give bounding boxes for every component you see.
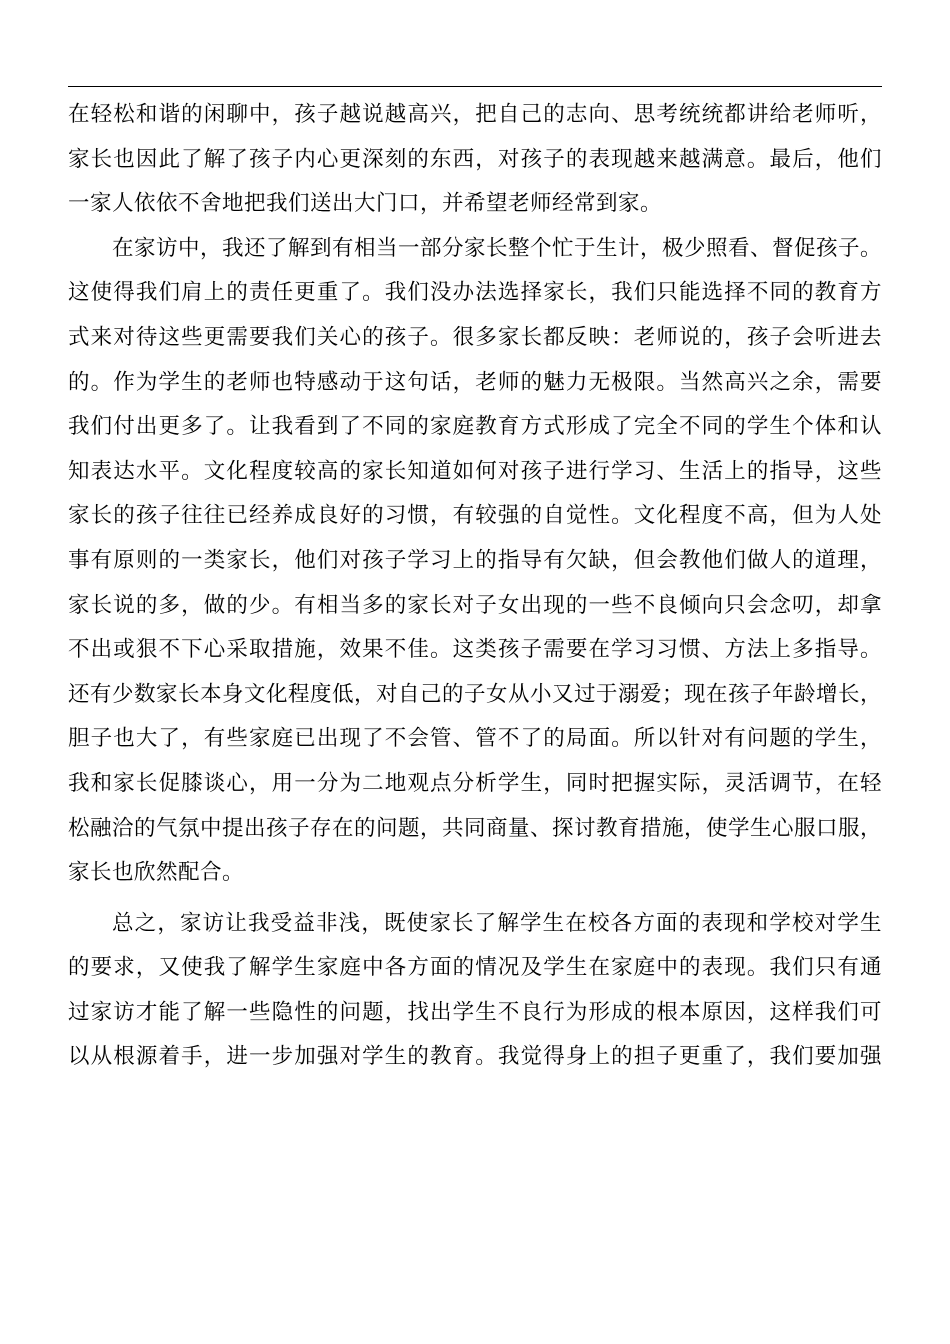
text-line: 事有原则的一类家长，他们对孩子学习上的指导有欠缺，但会教他们做人的道理， [68, 547, 882, 573]
text-line: 式来对待这些更需要我们关心的孩子。很多家长都反映：老师说的，孩子会听进去 [68, 324, 882, 350]
paragraph-start-line: 总之，家访让我受益非浅，既使家长了解学生在校各方面的表现和学校对学生 [112, 910, 882, 936]
text-line: 家长说的多，做的少。有相当多的家长对子女出现的一些不良倾向只会念叨，却拿 [68, 592, 882, 618]
text-line: 过家访才能了解一些隐性的问题，找出学生不良行为形成的根本原因，这样我们可 [68, 999, 882, 1025]
body-text [68, 93, 882, 1080]
text-line: 以从根源着手，进一步加强对学生的教育。我觉得身上的担子更重了，我们要加强 [68, 1044, 882, 1070]
header-rule [68, 86, 882, 87]
text-line: 在轻松和谐的闲聊中，孩子越说越高兴，把自己的志向、思考统统都讲给老师听， [68, 102, 882, 127]
text-line: 不出或狠不下心采取措施，效果不佳。这类孩子需要在学习习惯、方法上多指导。 [68, 637, 882, 663]
text-line: 家长的孩子往往已经养成良好的习惯，有较强的自觉性。文化程度不高，但为人处 [68, 503, 882, 529]
text-line: 一家人依依不舍地把我们送出大门口，并希望老师经常到家。 [68, 191, 663, 217]
text-line: 的。作为学生的老师也特感动于这句话，老师的魅力无极限。当然高兴之余，需要 [68, 369, 882, 395]
text-line: 家长也因此了解了孩子内心更深刻的东西，对孩子的表现越来越满意。最后，他们 [68, 146, 882, 172]
text-line: 我和家长促膝谈心，用一分为二地观点分析学生，同时把握实际，灵活调节，在轻 [68, 770, 882, 796]
text-line: 的要求，又使我了解学生家庭中各方面的情况及学生在家庭中的表现。我们只有通 [68, 955, 882, 981]
paragraph-start-line: 在家访中，我还了解到有相当一部分家长整个忙于生计，极少照看、督促孩子。 [112, 235, 883, 261]
text-line: 这使得我们肩上的责任更重了。我们没办法选择家长，我们只能选择不同的教育方 [68, 280, 882, 306]
text-line: 还有少数家长本身文化程度低，对自己的子女从小又过于溺爱；现在孩子年龄增长， [68, 681, 883, 707]
text-line: 知表达水平。文化程度较高的家长知道如何对孩子进行学习、生活上的指导，这些 [68, 458, 882, 484]
text-line: 胆子也大了，有些家庭已出现了不会管、管不了的局面。所以针对有问题的学生， [68, 726, 882, 752]
text-line: 家长也欣然配合。 [68, 860, 245, 886]
text-line: 我们付出更多了。让我看到了不同的家庭教育方式形成了完全不同的学生个体和认 [68, 414, 882, 440]
text-line: 松融洽的气氛中提出孩子存在的问题，共同商量、探讨教育措施，使学生心服口服， [68, 815, 883, 841]
